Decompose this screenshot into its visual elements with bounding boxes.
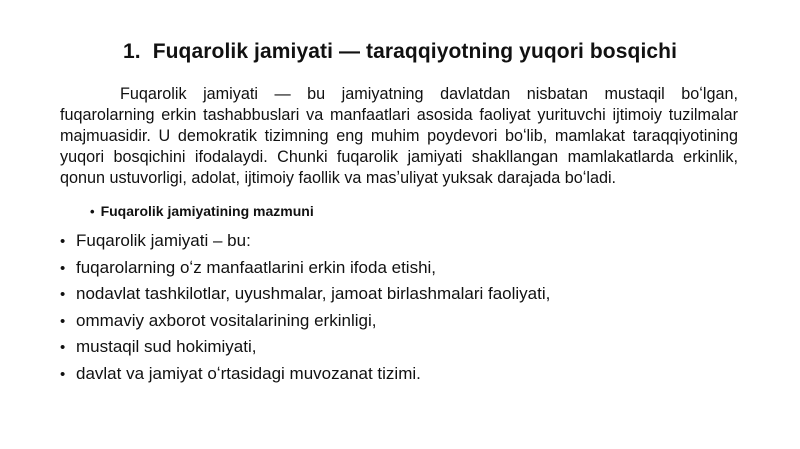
bullet-icon: • xyxy=(60,259,66,277)
list-item-text: mustaqil sud hokimiyati, xyxy=(76,337,257,356)
list-item-text: nodavlat tashkilotlar, uyushmalar, jamoat birlashmalari faoliyati, xyxy=(76,284,551,303)
slide-title xyxy=(0,40,800,64)
bullet-icon: • xyxy=(60,365,66,383)
list-item-text: Fuqarolik jamiyati – bu: xyxy=(76,231,251,250)
subheading xyxy=(90,203,314,219)
list-item xyxy=(60,228,550,255)
bullet-icon: • xyxy=(60,339,66,356)
list-item xyxy=(60,334,550,361)
bullet-icon: • xyxy=(90,204,95,219)
list-item xyxy=(60,281,550,308)
title-text: Fuqarolik jamiyati — taraqqiyotning yuqori bosqichi xyxy=(152,40,678,63)
intro-paragraph: Fuqarolik jamiyati — bu jamiyatning davlatdan nisbatan mustaqil boʻlgan, fuqarolarning erkin tashabbuslari va manfaatlari asosida faoliyat yurituvchi ijtimoiy tuzilmalar majmuasidir. U demokratik tizimning eng muhim poydevori boʻlib, mamlakat taraqqiyotining yuqori bosqichini ifodalaydi. Chunki fuqarolik jamiyati shakllangan mamlakatlarda erkinlik, qonun ustuvorligi, adolat, ijtimoiy faollik va masʼuliyat yuksak darajada boʻladi. xyxy=(60,85,738,187)
bullet-icon: • xyxy=(60,233,66,250)
bullet-icon: • xyxy=(60,312,66,330)
bullet-list xyxy=(60,228,550,387)
list-item-text: fuqarolarning oʻz manfaatlarini erkin ifoda etishi, xyxy=(76,257,437,277)
list-item xyxy=(60,361,550,388)
list-item-text: ommaviy axborot vositalarining erkinligi, xyxy=(76,310,377,330)
list-item xyxy=(60,255,550,282)
list-item-text: davlat va jamiyat oʻrtasidagi muvozanat tizimi. xyxy=(76,363,421,383)
subheading-text: Fuqarolik jamiyatining mazmuni xyxy=(100,203,314,219)
title-number: 1. xyxy=(122,40,141,63)
list-item xyxy=(60,308,550,335)
bullet-icon: • xyxy=(60,286,66,303)
